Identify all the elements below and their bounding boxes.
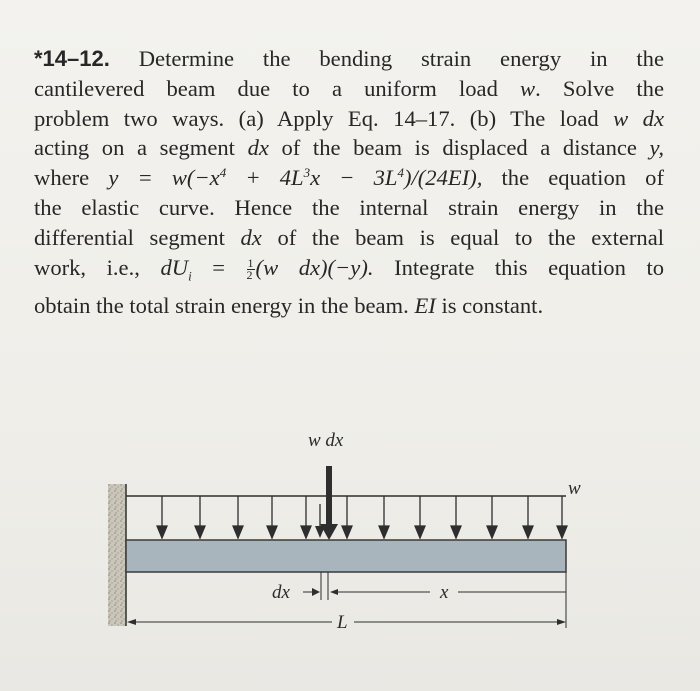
load-arrow	[523, 496, 533, 538]
problem-number: *14–12.	[34, 46, 110, 71]
cantilever-beam-figure	[0, 400, 700, 660]
L-dimension-arrow-right	[557, 619, 566, 625]
problem-line-8: work, i.e., $dU_i$ = $\frac{1}{2}$ (w dx)(−y). Integrate this equation to	[34, 254, 665, 284]
x-dimension-arrow-left	[330, 589, 338, 595]
elastic-curve-equation: $y = w(-x^4 + 4L^3x - 3L^4)/(24EI)$,	[108, 165, 483, 191]
load-arrow	[342, 496, 352, 538]
problem-line-4: acting on a segment dx of the beam is displaced a distance y,	[34, 135, 664, 161]
load-arrow	[195, 496, 205, 538]
load-arrow	[267, 496, 277, 538]
x-label: x	[440, 582, 449, 603]
problem-line-2: cantilevered beam due to a uniform load w. Solve the	[34, 75, 664, 101]
load-arrow	[301, 496, 311, 538]
L-label: L	[337, 612, 348, 633]
load-arrow	[379, 496, 389, 538]
w-label: w	[568, 478, 581, 499]
load-arrow	[451, 496, 461, 538]
work-equation: $dU_i$	[160, 254, 192, 284]
problem-line-6: the elastic curve. Hence the internal strain energy in the	[34, 194, 664, 220]
w-dx-label: w dx	[308, 430, 344, 451]
load-arrow	[233, 496, 243, 538]
one-half-fraction: $\frac{1}{2}$	[246, 255, 254, 282]
problem-statement	[34, 44, 664, 321]
problem-line-1: *14–12. Determine the bending strain energy in the	[34, 46, 664, 71]
dx-label: dx	[272, 582, 290, 603]
differential-load-arrow	[315, 466, 338, 540]
problem-line-5: where $y = w(-x^4 + 4L^3x - 3L^4)/(24EI)$, the equation of	[34, 165, 664, 191]
problem-line-3: problem two ways. (a) Apply Eq. 14–17. (b) The load w dx	[34, 105, 665, 131]
problem-line-9: obtain the total strain energy in the beam. EI is constant.	[34, 292, 544, 318]
load-arrow	[557, 496, 567, 538]
L-dimension-arrow-left	[127, 619, 136, 625]
load-arrow	[487, 496, 497, 538]
problem-line-7: differential segment dx of the beam is equal to the external	[34, 224, 664, 250]
load-arrow	[415, 496, 425, 538]
beam	[126, 540, 566, 572]
load-arrow	[157, 496, 167, 538]
fixed-wall-support	[108, 484, 126, 626]
distributed-load-arrows	[157, 496, 567, 538]
